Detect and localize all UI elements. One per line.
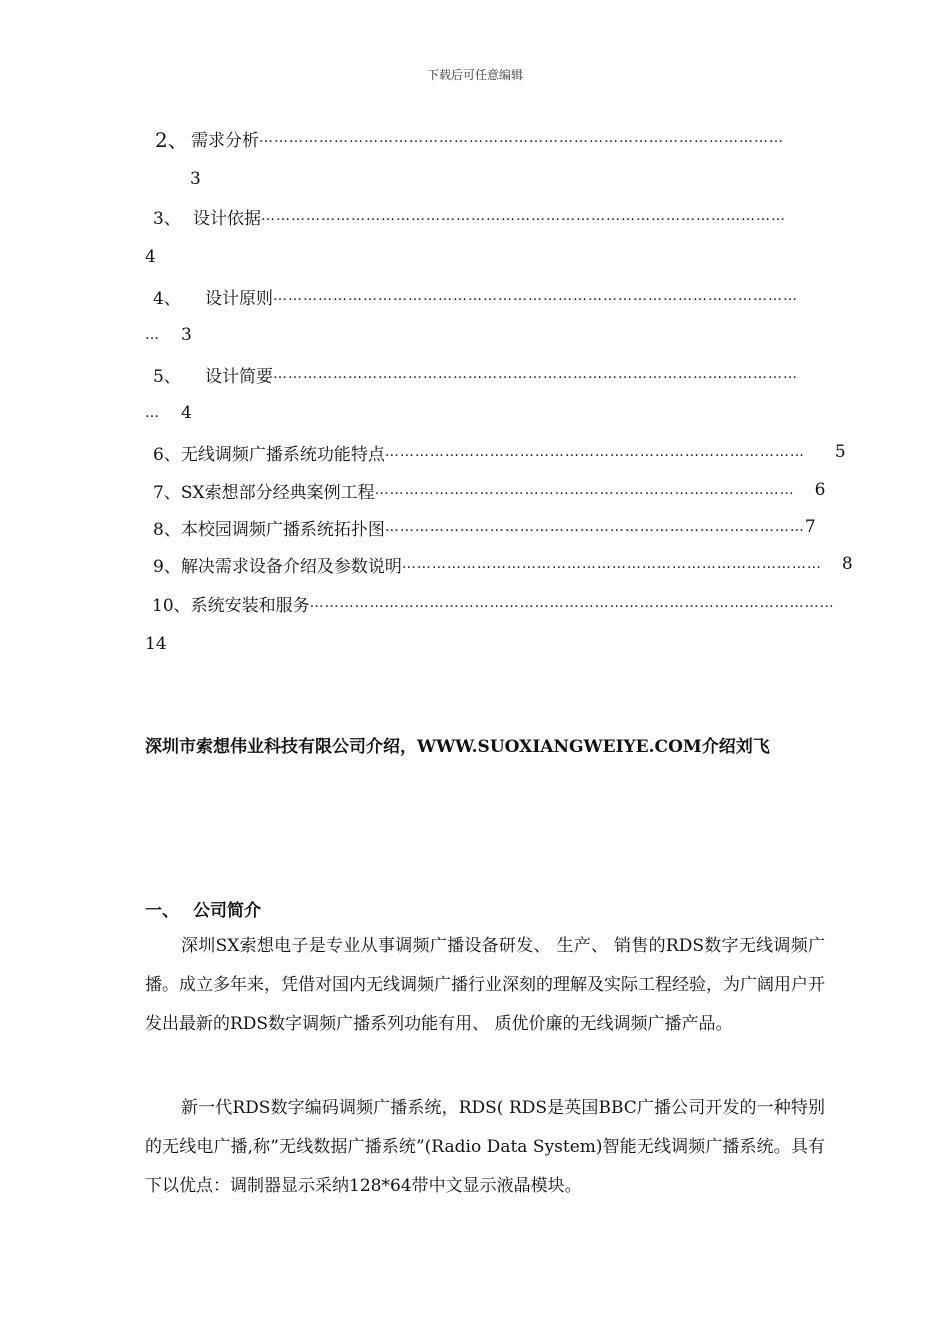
toc-number: 2、: [155, 127, 188, 152]
section-title: 公司简介: [193, 901, 261, 921]
toc-title: SX索想部分经典案例工程: [180, 482, 375, 503]
toc-title: 设计依据: [193, 208, 261, 229]
toc-entry: [153, 437, 846, 467]
toc-number: 6、: [153, 444, 181, 465]
toc-leader-dots: …………………………………………………………………………: [384, 444, 805, 460]
toc-page-number: 7: [804, 517, 816, 537]
toc-number: 5、: [153, 366, 181, 387]
toc-leader-dots: …………………………………………………………………………: [374, 482, 795, 498]
body-paragraph: 深圳SX索想电子是专业从事调频广播设备研发、 生产、 销售的RDS数字无线调频广播。成立多年来，凭借对国内无线调频广播行业深刻的理解及实际工程经验，为广阔用户开发出最新的RDS数字调频广播系列功能有用、 质优价廉的无线调频广播产品。: [145, 936, 825, 1034]
toc-title: 解决需求设备介绍及参数说明: [180, 556, 402, 577]
toc-leader-dots: ……………………………………………………………………………………………: [261, 208, 786, 224]
toc-page-number: 4: [181, 403, 192, 423]
toc-page-number: 3: [190, 169, 201, 189]
toc-entry: [153, 549, 853, 579]
toc-page-number: 6: [814, 480, 826, 500]
company-title: 深圳市索想伟业科技有限公司介绍，WWW.SUOXIANGWEIYE.COM介绍刘飞: [145, 737, 770, 757]
toc-leader-dots: ……………………………………………………………………………………………: [309, 595, 835, 611]
toc-number: 9、: [153, 556, 181, 577]
toc-entry: [152, 588, 835, 618]
toc-entry: [155, 123, 807, 153]
section-number: 一、: [145, 901, 179, 921]
toc-number: 4、: [153, 288, 181, 309]
toc-page-number: 4: [145, 247, 156, 267]
body-paragraph: 新一代RDS数字编码调频广播系统，RDS( RDS是英国BBC广播公司开发的一种特别的无线电广播,称”无线数据广播系统”(Radio Data System)智能无线调频广播系统。具有下以优点：调制器显示采纳128*64带中文显示液晶模块。: [145, 1098, 825, 1196]
toc-leader-dots: ……………………………………………………………………………………………: [259, 130, 784, 146]
section-heading: [145, 896, 261, 921]
toc-page-number: 14: [145, 634, 167, 654]
toc-title: 系统安装和服务: [190, 595, 310, 616]
toc-number: 7、: [153, 482, 181, 503]
toc-leader-dots: ……………………………………………………………………………………………: [273, 366, 798, 382]
toc-entry: [153, 512, 816, 542]
toc-entry: [153, 475, 826, 505]
toc-page-number: 8: [841, 554, 853, 574]
toc-entry: [153, 201, 807, 231]
toc-entry: [153, 281, 807, 311]
toc-title: 本校园调频广播系统拓扑图: [180, 519, 385, 540]
toc-entry: [153, 359, 807, 389]
toc-continuation: [145, 400, 192, 426]
toc-title: 设计简要: [205, 366, 273, 387]
toc-title: 无线调频广播系统功能特点: [180, 444, 385, 465]
page-header: 下载后可任意编辑: [426, 68, 523, 82]
toc-leader-dots: …: [145, 405, 159, 421]
toc-title: 设计原则: [205, 288, 273, 309]
toc-leader-dots: …: [145, 327, 159, 343]
toc-title: 需求分析: [191, 130, 259, 151]
toc-number: 10、: [152, 595, 191, 616]
toc-number: 8、: [153, 519, 181, 540]
toc-leader-dots: …………………………………………………………………………: [401, 556, 822, 572]
toc-page-number: 5: [834, 442, 846, 462]
toc-continuation: [145, 322, 192, 348]
toc-page-number: 3: [181, 325, 192, 345]
toc-leader-dots: ……………………………………………………………………………………………: [273, 288, 798, 304]
toc-number: 3、: [153, 208, 181, 229]
toc-leader-dots: …………………………………………………………………………: [384, 519, 805, 535]
